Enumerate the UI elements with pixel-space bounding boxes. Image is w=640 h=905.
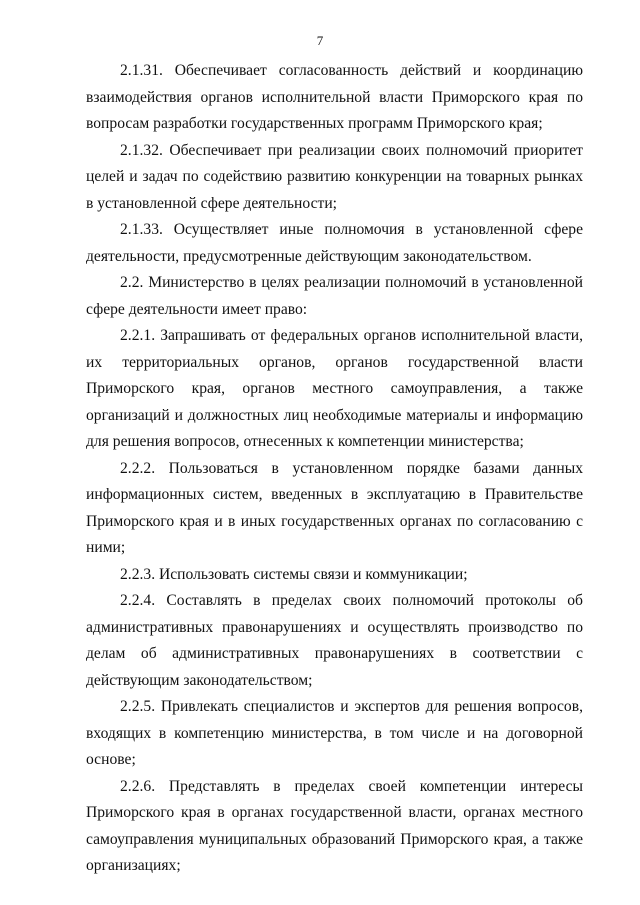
paragraph-2-1-32: 2.1.32. Обеспечивает при реализации своих полномочий приоритет целей и задач по содействию развитию конкуренции на товарных рынках в установленной сфере деятельности; (86, 141, 583, 212)
paragraph-2-2-6: 2.2.6. Представлять в пределах своей компетенции интересы Приморского края в органах государственной власти, органах местного самоуправления муниципальных образований Приморского края, а также организациях; (86, 777, 583, 874)
paragraph-2-2-5: 2.2.5. Привлекать специалистов и экспертов для решения вопросов, входящих в компетенцию министерства, в том числе и на договорной основе; (86, 698, 583, 768)
paragraph-2-1-31: 2.1.31. Обеспечивает согласованность действий и координацию взаимодействия органов исполнительной власти Приморского края по вопросам разработки государственных программ Приморского края; (86, 62, 583, 132)
paragraph-2-2-3: 2.2.3. Использовать системы связи и коммуникации; (120, 565, 468, 583)
paragraph-2-2-4: 2.2.4. Составлять в пределах своих полномочий протоколы об административных правонарушениях и осуществлять производство по делам об административных правонарушениях в соответствии с действующим законодательством; (86, 592, 583, 689)
paragraph-2-2: 2.2. Министерство в целях реализации полномочий в установленной сфере деятельности имеет право: (86, 274, 583, 318)
paragraph-2-2-2: 2.2.2. Пользоваться в установленном порядке базами данных информационных систем, введенных в эксплуатацию в Правительстве Приморского края и в иных государственных органах по согласованию с ними; (86, 459, 583, 556)
document-body (86, 58, 583, 880)
paragraph-2-1-33: 2.1.33. Осуществляет иные полномочия в установленной сфере деятельности, предусмотренные действующим законодательством. (86, 221, 583, 265)
paragraph-2-2-1: 2.2.1. Запрашивать от федеральных органов исполнительной власти, их территориальных органов, органов государственной власти Приморского края, органов местного самоуправления, а также организаций и должностных лиц необходимые материалы и информацию для решения вопросов, отнесенных к компетенции министерства; (86, 327, 583, 450)
page-number: 7 (316, 33, 324, 48)
